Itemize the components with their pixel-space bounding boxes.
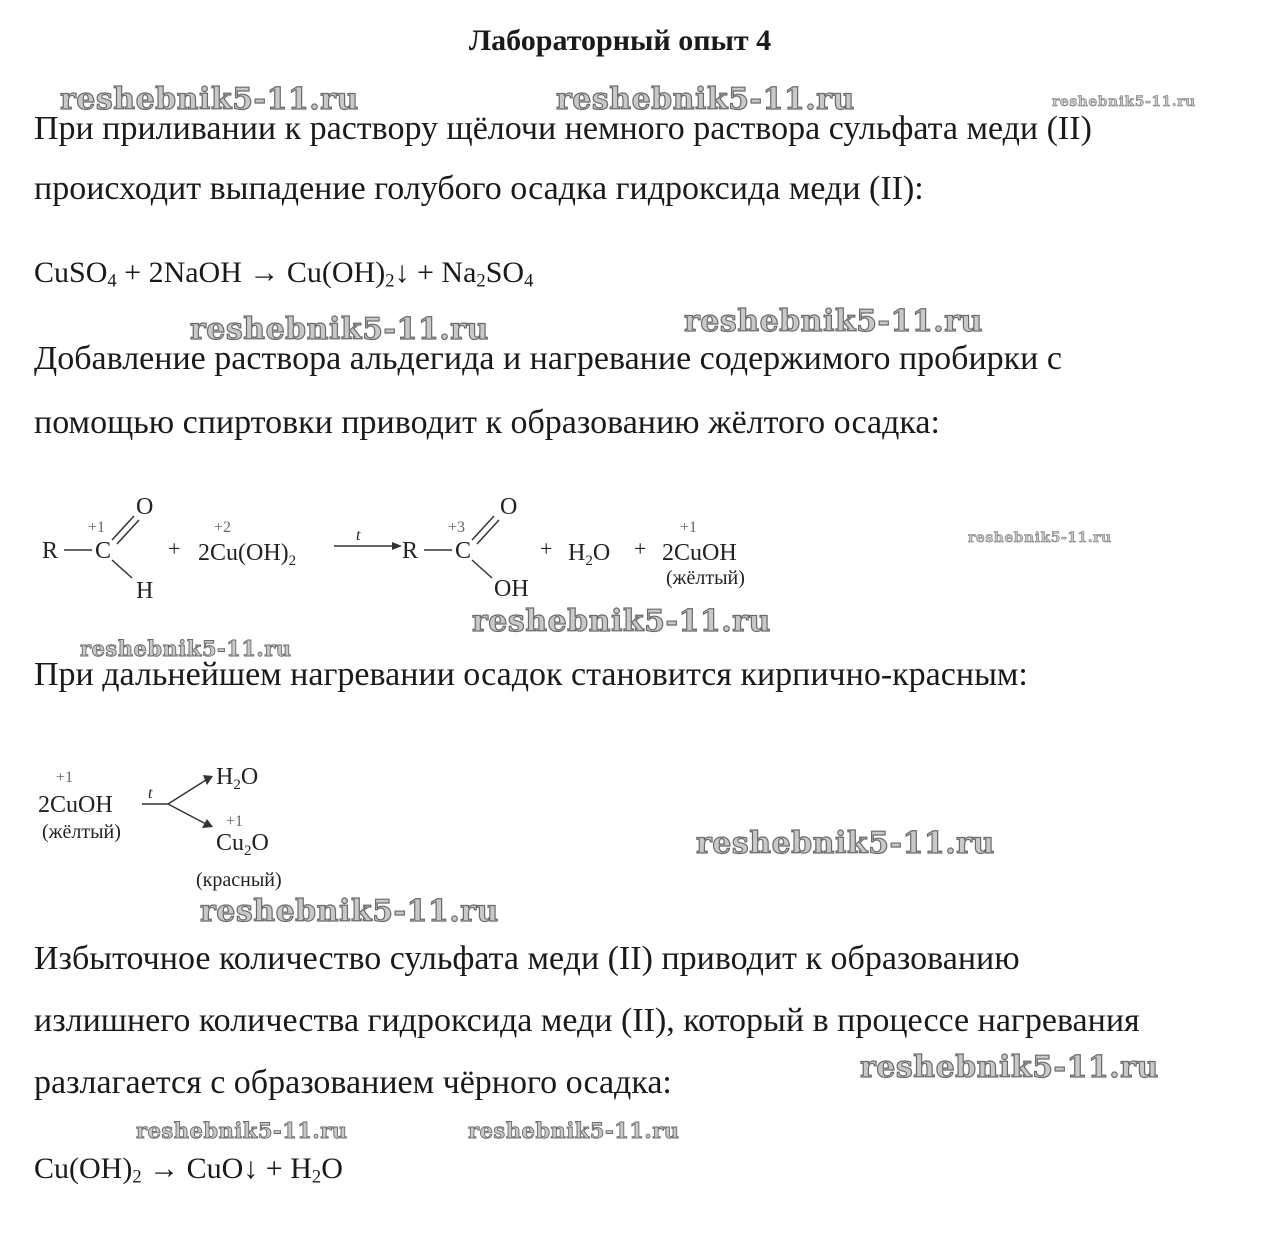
precipitate-note: (жёлтый) — [666, 567, 745, 589]
arrow-label: t — [356, 527, 361, 544]
hydrogen-atom: H — [136, 578, 154, 604]
watermark: reshebnik5-11.ru — [136, 1118, 348, 1143]
oxidation-state: +2 — [214, 519, 232, 536]
watermark: reshebnik5-11.ru — [1052, 94, 1196, 110]
oxygen-atom: O — [136, 494, 154, 520]
oxidation-state: +3 — [448, 519, 466, 536]
watermark: reshebnik5-11.ru — [468, 1118, 680, 1143]
watermark: reshebnik5-11.ru — [860, 1050, 1159, 1085]
oxygen-atom: O — [500, 494, 518, 520]
cuoh-decomposition-scheme — [0, 750, 420, 900]
paragraph-line: Добавление раствора альдегида и нагревание содержимого пробирки с — [34, 340, 1062, 377]
precipitate-note: (жёлтый) — [42, 821, 121, 843]
paragraph-line: Избыточное количество сульфата меди (II) приводит к образованию — [34, 940, 1020, 977]
copper-i-hydroxide: 2CuOH — [662, 540, 737, 566]
watermark: reshebnik5-11.ru — [696, 826, 995, 861]
oxidation-state: +1 — [680, 519, 698, 536]
reagent-cuoh: 2CuOH — [38, 792, 113, 818]
equation-hydroxide-decomposition: $Cu(OH)_2$ → CuO↓ + $H_2O$ — [34, 1152, 343, 1188]
plus-sign: + — [540, 536, 553, 561]
precipitate-note: (красный) — [196, 869, 282, 891]
watermark: reshebnik5-11.ru — [80, 636, 292, 661]
watermark: reshebnik5-11.ru — [60, 82, 359, 117]
radical-r: R — [402, 538, 419, 564]
water-molecule: $H_2O$ — [568, 540, 611, 569]
page-title: Лабораторный опыт 4 — [468, 24, 772, 57]
paragraph-line: происходит выпадение голубого осадка гидроксида меди (II): — [34, 170, 924, 207]
oxidation-state: +1 — [56, 769, 74, 786]
product-water: $H_2O$ — [216, 764, 259, 793]
oxidation-state: +1 — [226, 813, 244, 830]
plus-sign: + — [634, 536, 647, 561]
watermark: reshebnik5-11.ru — [556, 82, 855, 117]
oxidation-state: +1 — [88, 519, 106, 536]
paragraph-line: излишнего количества гидроксида меди (II), который в процессе нагревания — [34, 1002, 1140, 1039]
paragraph-line: При дальнейшем нагревании осадок становится кирпично-красным: — [34, 656, 1028, 693]
paragraph-line: разлагается с образованием чёрного осадка: — [34, 1064, 672, 1101]
carbon-atom: C — [455, 538, 472, 564]
watermark: reshebnik5-11.ru — [684, 304, 983, 339]
hydroxyl-group: OH — [494, 576, 529, 602]
paragraph-line: помощью спиртовки приводит к образованию жёлтого осадка: — [34, 404, 940, 441]
reagent-copper-hydroxide: $2Cu(OH)_2$ — [198, 540, 297, 569]
product-copper-oxide: $Cu_2O$ — [216, 830, 269, 859]
radical-r: R — [42, 538, 59, 564]
equation-copper-sulfate: CuSO$_4$ + 2NaOH → $Cu(OH)_2↓ + Na_2SO_4$ — [34, 256, 534, 292]
plus-sign: + — [168, 536, 181, 561]
paragraph-line: При приливании к раствору щёлочи немного раствора сульфата меди (II) — [34, 110, 1092, 147]
watermark: reshebnik5-11.ru — [190, 312, 489, 347]
watermark: reshebnik5-11.ru — [968, 530, 1112, 546]
carbon-atom: C — [95, 538, 112, 564]
arrow-label: t — [148, 785, 153, 802]
watermark: reshebnik5-11.ru — [472, 604, 771, 639]
watermark: reshebnik5-11.ru — [200, 894, 499, 929]
